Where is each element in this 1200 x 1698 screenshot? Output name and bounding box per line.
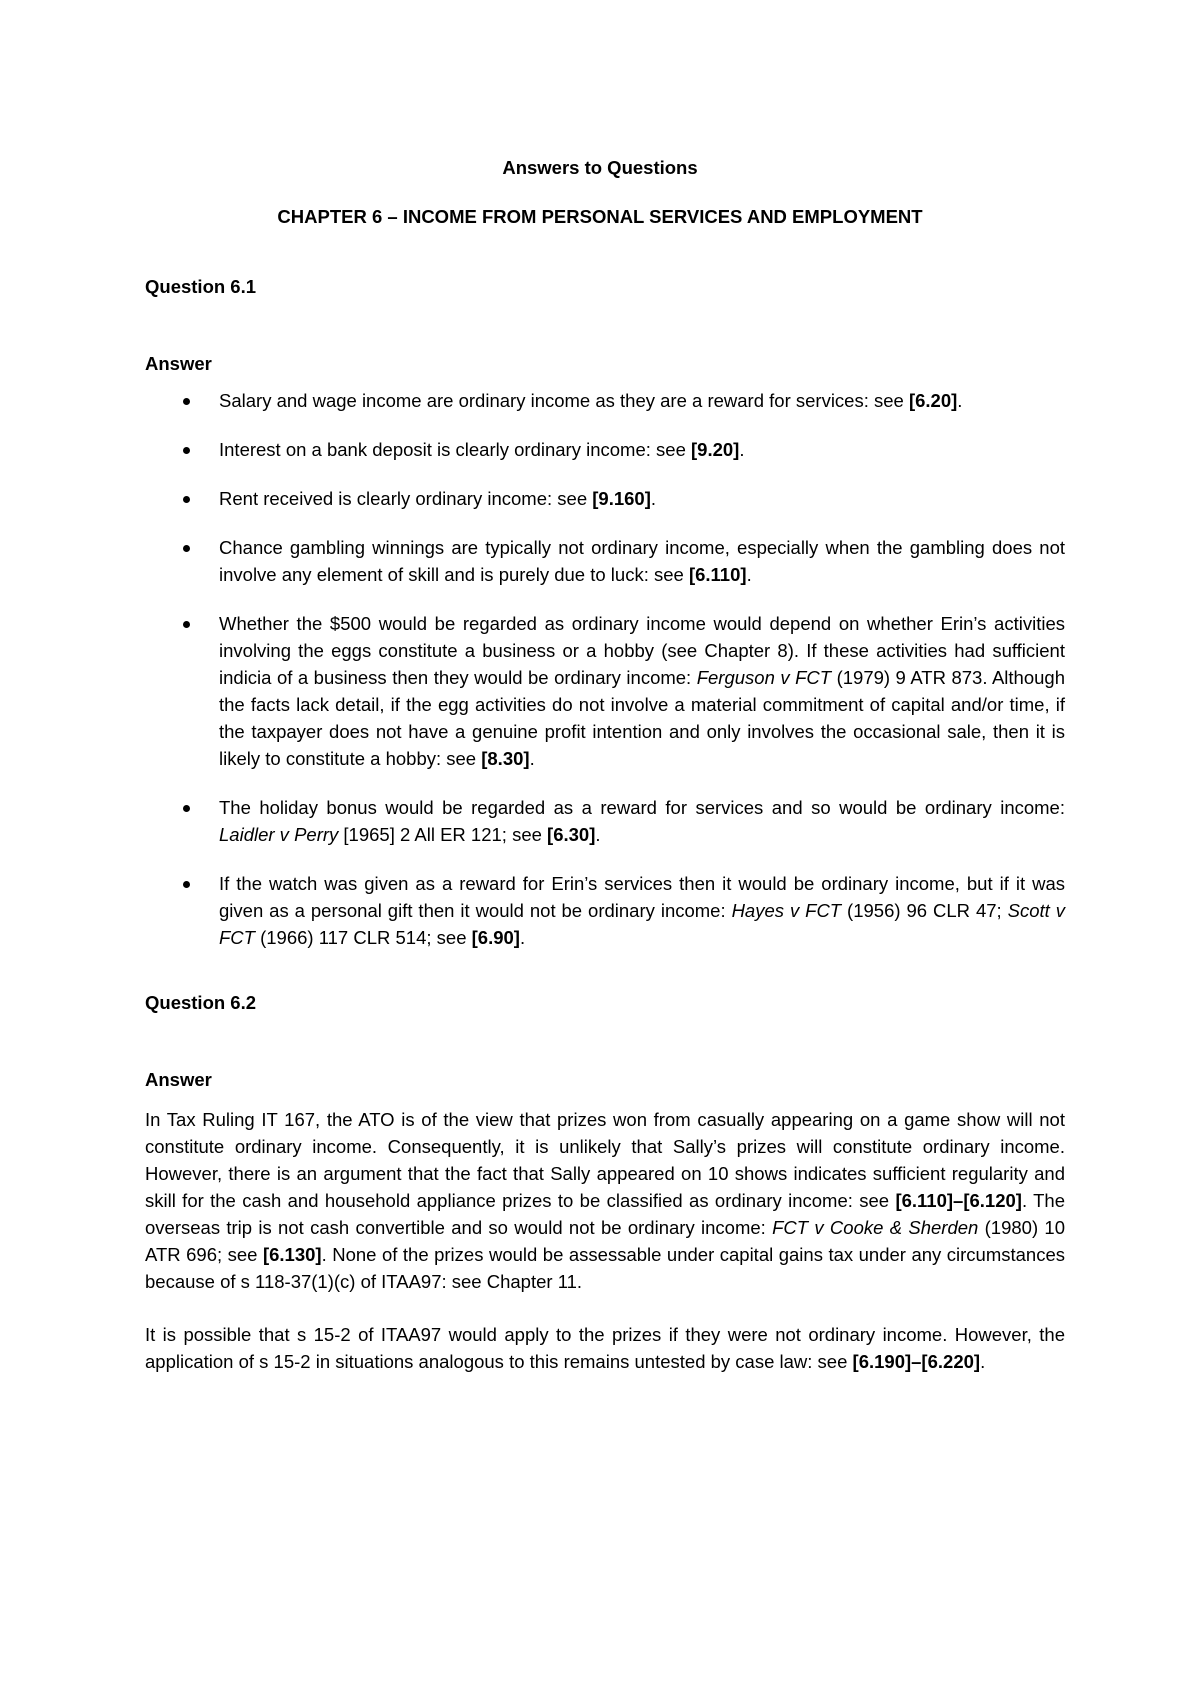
paragraph-reference: [6.130] [262,1244,322,1265]
text-run: . [595,824,601,845]
bullet-icon [183,545,190,552]
text-run: . The overseas trip is not cash convertible and so would not be ordinary income: [145,1190,1066,1238]
text-run: . None of the prizes would be assessable under capital gains tax under any circumstances because of s 118-37(1)(c) of ITAA97: see Chapter 11. [145,1244,1065,1292]
text-run: (1966) 117 CLR 514; see [254,927,472,948]
document-title: Answers to Questions [502,157,698,178]
case-citation: Ferguson v FCT [696,667,832,688]
text-run: Salary and wage income are ordinary income as they are a reward for services: see [219,390,909,411]
text-run: (1980) 10 ATR 696; see [145,1217,1065,1265]
bullet-icon [183,496,190,503]
paragraph-reference: [6.190]–[6.220] [852,1351,981,1372]
answer-paragraph [145,1321,1065,1375]
answer-bullet-item [145,610,1065,772]
text-run: . [739,439,745,460]
bullet-icon [183,398,190,405]
answer-bullet-item [145,534,1065,588]
text-run: . [957,390,963,411]
question-heading: Question 6.2 [145,992,257,1013]
text-run: The holiday bonus would be regarded as a reward for services and so would be ordinary income: [219,797,1065,818]
text-run: Whether the $500 would be regarded as ordinary income would depend on whether Erin’s activities involving the eggs constitute a business or a hobby (see Chapter 8). If these activities had sufficient indicia of a business then they would be ordinary income: [219,613,1065,688]
text-run: It is possible that s 15-2 of ITAA97 would apply to the prizes if they were not ordinary income. However, the application of s 15-2 in situations analogous to this remains untested by case law: see [145,1324,1065,1372]
text-run: If the watch was given as a reward for Erin’s services then it would be ordinary income, but if it was given as a personal gift then it would not be ordinary income: [219,873,1065,921]
text-run: Chance gambling winnings are typically not ordinary income, especially when the gambling does not involve any element of skill and is purely due to luck: see [219,537,1065,585]
bullet-icon [183,447,190,454]
paragraph-reference: [9.160] [592,488,651,509]
text-run: Interest on a bank deposit is clearly ordinary income: see [219,439,691,460]
paragraph-reference: [6.30] [547,824,596,845]
text-run: (1979) 9 ATR 873. Although the facts lack detail, if the egg activities do not involve a material commitment of capital and/or time, if the taxpayer does not have a genuine profit intention and only involves the occasional sale, then it is likely to constitute a hobby: see [219,667,1065,769]
text-run: . [746,564,752,585]
case-citation: Scott v FCT [219,900,1065,948]
paragraph-reference: [9.20] [691,439,740,460]
answer-bullet-item [145,794,1065,848]
answer-bullet-item [145,387,1065,414]
case-citation: FCT v Cooke & Sherden [772,1217,979,1238]
text-run: . [529,748,535,769]
answer-bullet-list [145,387,1065,973]
text-run: Rent received is clearly ordinary income: see [219,488,593,509]
answer-label: Answer [145,1069,212,1090]
text-run: . [980,1351,986,1372]
paragraph-reference: [8.30] [481,748,530,769]
answer-paragraph [145,1106,1065,1295]
case-citation: Hayes v FCT [731,900,842,921]
paragraph-reference: [6.20] [908,390,958,411]
answer-bullet-item [145,485,1065,512]
text-run: . [519,927,526,948]
text-run: In Tax Ruling IT 167, the ATO is of the view that prizes won from casually appearing on a game show will not constitute ordinary income. Consequently, it is unlikely that Sally’s prizes will constitute ordinary income. However, there is an argument that the fact that Sally appeared on 10 shows indicates sufficient regularity and skill for the cash and household appliance prizes to be classified as ordinary income: see [145,1109,1065,1211]
bullet-icon [183,805,190,812]
chapter-title: CHAPTER 6 – INCOME FROM PERSONAL SERVICES AND EMPLOYMENT [277,206,923,227]
bullet-icon [183,621,190,628]
text-run: . [650,488,657,509]
text-run: [1965] 2 All ER 121; see [338,824,548,845]
answer-bullet-item [145,436,1065,463]
paragraph-reference: [6.90] [471,927,520,948]
paragraph-reference: [6.110] [688,564,747,585]
text-run: (1956) 96 CLR 47; [841,900,1008,921]
case-citation: Laidler v Perry [219,824,339,845]
question-heading: Question 6.1 [145,276,257,297]
paragraph-reference: [6.110]–[6.120] [895,1190,1022,1211]
bullet-icon [183,881,190,888]
answer-label: Answer [145,353,212,374]
answer-bullet-item [145,870,1065,951]
